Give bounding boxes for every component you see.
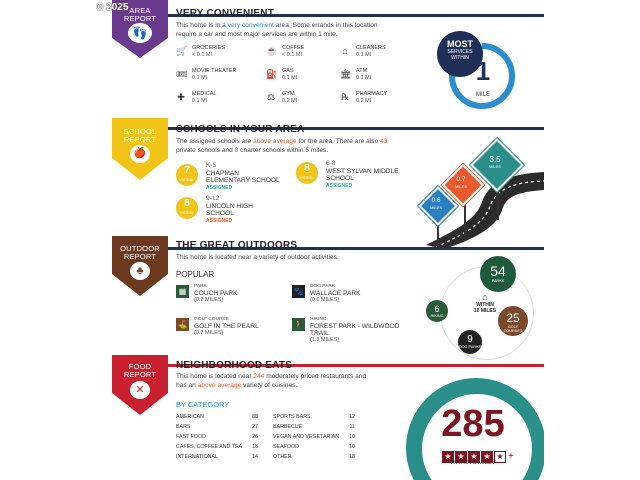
dial-mid1: SERVICES <box>447 49 473 55</box>
category-name: SEAFOOD <box>273 444 299 450</box>
sign-unit: MILES <box>454 184 467 189</box>
school-assigned: ASSIGNED <box>326 182 353 189</box>
star-icon: ★ <box>468 451 480 463</box>
park-type: GOLF COURSE <box>194 317 229 322</box>
dial-top: MOST <box>447 39 473 49</box>
school-report-badge: SCHOOL REPORT 🍎 <box>112 118 168 180</box>
service-name: CLEANERS <box>356 45 386 51</box>
outdoor-bubble <box>480 256 516 292</box>
popular-label: POPULAR <box>176 270 215 279</box>
school-info <box>326 160 426 190</box>
park-item <box>176 318 286 346</box>
cart-icon: 🛒 <box>176 46 188 56</box>
category-count: 10 <box>349 434 355 440</box>
distance-sign-label <box>420 197 452 210</box>
bubble-label: DOG PARKS <box>458 345 482 349</box>
eats-title: NEIGHBORHOOD EATS <box>176 360 292 371</box>
service-name: MEDICAL <box>192 91 217 97</box>
dial-mid2: WITHIN <box>451 55 469 61</box>
school-grade: 6-8 <box>326 160 336 167</box>
cluster-line2: 10 MILES <box>473 308 497 314</box>
bubble-number: 54 <box>490 263 506 279</box>
category-row <box>176 444 258 452</box>
outdoors-title: THE GREAT OUTDOORS <box>176 240 298 251</box>
park-type: DOG PARK <box>310 284 335 289</box>
park-type: HIKING <box>310 317 327 322</box>
medical-cross-icon: ✚ <box>177 92 185 102</box>
apple-books-icon: 🍎 <box>130 145 150 163</box>
paw-icon: 🐾 <box>293 287 304 296</box>
bubble-label: HIKING <box>430 313 444 318</box>
park-distance: (0.6 MILES) <box>310 297 340 303</box>
sign-number: 0.7 <box>456 176 466 183</box>
category-row <box>176 424 258 432</box>
outdoor-bubble <box>458 330 482 354</box>
school-rating-label: RATING <box>180 178 194 182</box>
category-name: CAFES, COFFEE AND TEA <box>176 444 243 450</box>
category-count: 12 <box>349 414 355 420</box>
category-row <box>176 414 258 422</box>
park-name: COUCH PARK <box>194 290 238 297</box>
distance-sign-label <box>474 156 516 169</box>
school-name-line1: WEST SYLVAN MIDDLE <box>326 167 399 175</box>
category-name: SPORTS BARS <box>273 414 311 420</box>
convenient-desc: This home is in a very convenient area. Some errands in this location require a car and most major services are within 1 mile. <box>176 22 378 38</box>
service-distance: 0.1 MI <box>356 74 372 81</box>
school-rating-label: RATING <box>180 211 194 215</box>
category-name: OTHER <box>273 454 292 460</box>
service-item <box>340 45 430 59</box>
star-icon: ★ <box>494 451 506 463</box>
bubble-label: PARKS <box>491 279 505 283</box>
category-row <box>273 424 355 432</box>
ticket-icon: 🎟 <box>176 69 188 79</box>
golf-icon: ⛳ <box>177 320 188 329</box>
service-name: GROCERIES <box>192 45 226 51</box>
star-icon: ★ <box>442 451 454 463</box>
sign-unit: MILES <box>488 164 501 169</box>
school-rating-number: 8 <box>184 198 190 209</box>
category-name: FAST FOOD <box>176 434 206 440</box>
by-category-label: BY CATEGORY <box>176 400 230 409</box>
category-name: BARBECUE <box>273 424 303 430</box>
service-name: COFFEE <box>282 45 305 51</box>
category-count: 14 <box>252 454 258 460</box>
school-grade: K-5 <box>206 162 217 169</box>
category-count: 88 <box>252 414 258 420</box>
schools-desc: The assigned schools are above average for the area. There are also 43 private schools and 8 charter schools within 5 miles. <box>176 138 388 154</box>
gas-pump-icon: ⛽ <box>266 69 278 79</box>
most-services-dial <box>436 30 516 110</box>
sign-number: 0.6 <box>431 197 441 204</box>
category-row <box>273 434 355 442</box>
star-icon: ★ <box>481 451 493 463</box>
hiker-icon: 🚶 <box>293 320 304 329</box>
bubble-label: GOLF COURSES <box>503 325 523 333</box>
school-info <box>206 162 306 192</box>
category-row <box>176 434 258 442</box>
footprints-icon: 👣 <box>128 23 152 43</box>
category-row <box>273 414 355 422</box>
park-name: WALLACE PARK <box>310 290 361 297</box>
park-item <box>176 285 286 313</box>
bubble-number: 25 <box>506 311 520 325</box>
service-distance: 0.1 MI <box>356 51 372 58</box>
category-row <box>176 454 258 462</box>
service-distance: 0.1 MI <box>192 74 208 81</box>
school-rating-number: 7 <box>184 165 190 176</box>
restaurant-count: 285 <box>441 403 505 445</box>
park-distance: (1.3 MILES) <box>310 337 340 343</box>
service-name: GAS <box>282 68 294 74</box>
category-count: 26 <box>252 434 258 440</box>
school-name-line1: LINCOLN HIGH <box>206 202 253 210</box>
service-distance: 0.2 MI <box>356 97 372 104</box>
bubble-number: 9 <box>467 334 473 345</box>
category-name: VEGAN AND VEGETARIAN <box>273 434 340 440</box>
tree-icon: ♣ <box>130 262 150 280</box>
school-name-line1: CHAPMAN <box>206 169 239 177</box>
report-canvas <box>96 0 544 480</box>
sign-number: 3.5 <box>489 155 501 164</box>
service-name: GYM <box>282 91 295 97</box>
eats-desc: This home is located near 244 moderately priced restaurants and has an above average variety of cuisines. <box>176 373 367 389</box>
park-name: GOLF IN THE PEARL <box>194 323 259 330</box>
park-item <box>292 285 402 313</box>
school-rating-number: 8 <box>304 163 310 174</box>
school-grade: 9-12 <box>206 195 220 202</box>
school-rating-circle <box>176 164 198 186</box>
rx-icon: ℞ <box>340 92 350 102</box>
school-rating-circle <box>296 162 318 184</box>
service-item <box>176 68 266 82</box>
rating-stars <box>442 446 514 462</box>
school-rating-circle <box>176 197 198 219</box>
bubble-number: 6 <box>434 303 440 314</box>
outdoor-report-badge: OUTDOOR REPORT ♣ <box>112 236 168 296</box>
park-name-line2: TRAIL <box>310 330 329 337</box>
bench-icon: ▦ <box>176 285 189 298</box>
school-info <box>206 195 306 225</box>
service-distance: 0.2 MI <box>282 97 298 104</box>
house-icon: ⌂ <box>482 292 488 302</box>
dial-number: 1 <box>475 56 491 86</box>
service-distance: < 0.1 MI <box>282 51 303 58</box>
service-distance: 0.1 MI <box>282 74 298 81</box>
dumbbell-icon: ⚖ <box>266 92 276 102</box>
fork-knife-icon: ✕ <box>130 381 150 399</box>
category-count: 11 <box>349 424 355 430</box>
sign-unit: MILES <box>429 205 442 210</box>
service-item <box>340 91 430 105</box>
schools-title: SCHOOLS IN YOUR AREA <box>176 124 305 135</box>
park-type: PARK <box>194 284 207 289</box>
service-distance: 0.1 MI <box>192 97 208 104</box>
outdoor-bubble <box>426 300 448 322</box>
category-name: INTERNATIONAL <box>176 454 218 460</box>
category-count: 10 <box>349 444 355 450</box>
outdoor-bubble <box>498 306 528 336</box>
badge-line2: REPORT <box>123 14 157 23</box>
convenient-title: VERY CONVENIENT <box>176 8 275 19</box>
category-row <box>273 454 355 462</box>
bank-icon: 🏛 <box>340 69 352 79</box>
category-count: 27 <box>252 424 258 430</box>
badge-line1: AREA <box>129 6 151 15</box>
school-assigned: ASSIGNED <box>206 217 233 224</box>
service-distance: < 0.1 MI <box>192 51 213 58</box>
cluster-line1: WITHIN <box>476 302 494 308</box>
category-row <box>273 444 355 452</box>
dial-unit: MILE <box>475 92 490 98</box>
category-count: 18 <box>349 454 355 460</box>
star-icon: ★ <box>455 451 467 463</box>
distance-sign-label <box>444 176 478 189</box>
food-report-badge: FOOD REPORT ✕ <box>112 355 168 415</box>
school-name-line2: SCHOOL <box>206 210 234 217</box>
category-name: BARS <box>176 424 191 430</box>
service-name: ATM <box>356 68 368 74</box>
park-item <box>292 318 402 346</box>
park-distance: (0.2 MILES) <box>194 297 224 303</box>
school-rating-label: RATING <box>300 176 314 180</box>
park-name: FOREST PARK - WILDWOOD <box>310 323 400 330</box>
outdoors-desc: This home is located near a variety of outdoor activities. <box>176 254 339 261</box>
category-name: AMERICAN <box>176 414 204 420</box>
service-name: PHARMACY <box>356 91 388 97</box>
service-item <box>176 91 266 105</box>
service-name: MOVIE THEATER <box>192 68 237 74</box>
coffee-icon: ☕ <box>266 46 278 56</box>
service-item <box>340 68 430 82</box>
school-assigned: ASSIGNED <box>206 184 233 191</box>
park-distance: (0.7 MILES) <box>194 330 224 336</box>
school-name-line2: ELEMENTARY SCHOOL <box>206 177 280 184</box>
school-name-line2: SCHOOL <box>326 175 354 182</box>
service-item <box>176 45 266 59</box>
restaurant-count-label: WITHIN 5 MILES <box>449 460 496 466</box>
copyright-watermark: © 2025 <box>96 2 129 13</box>
hanger-icon: ⌂ <box>342 46 348 56</box>
category-count: 18 <box>252 444 258 450</box>
stars-plus: + <box>508 451 514 462</box>
